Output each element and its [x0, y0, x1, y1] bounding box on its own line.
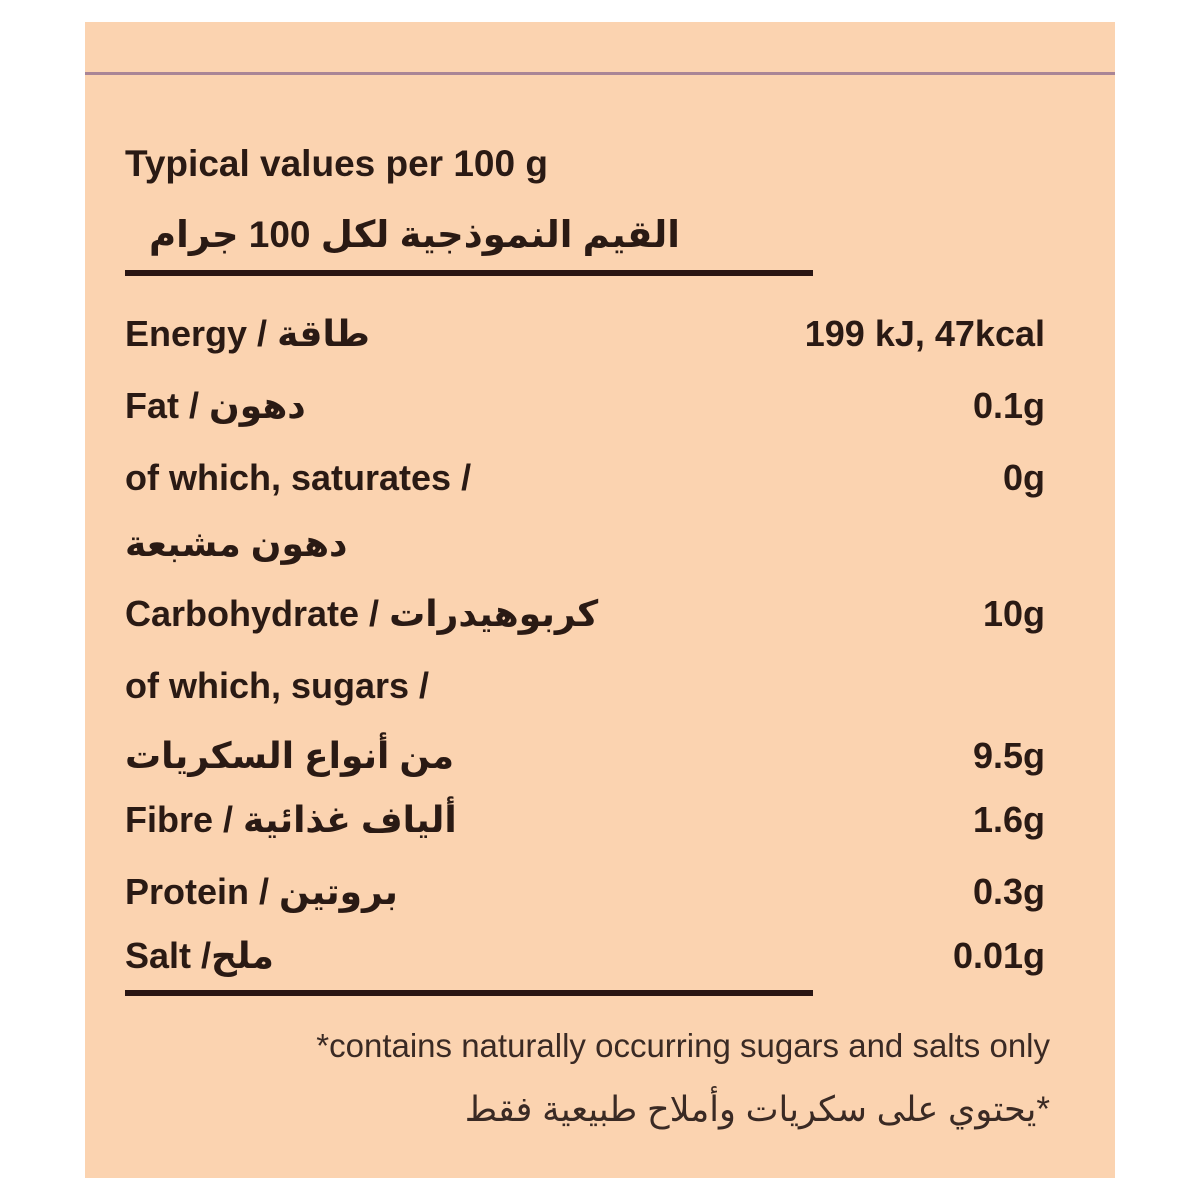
label-arabic: ألياف غذائية: [243, 799, 457, 840]
nutrient-row-protein: [125, 870, 1045, 914]
nutrient-value: 9.5g: [972, 735, 1045, 776]
nutrient-label: [125, 384, 306, 428]
nutrient-label: [125, 934, 274, 978]
label-arabic: دهون مشبعة: [125, 523, 348, 564]
label-arabic: دهون: [209, 385, 306, 426]
nutrient-row-fat: [125, 384, 1045, 428]
nutrient-label-arabic-saturates: [125, 522, 348, 566]
nutrient-label: [125, 312, 370, 356]
label-english: Protein /: [125, 871, 270, 912]
nutrient-label-arabic: [125, 734, 454, 778]
label-arabic: طاقة: [277, 313, 370, 354]
label-english: Fibre /: [125, 799, 234, 840]
footer-divider: [125, 990, 813, 996]
nutrient-label-english-sugars: of which, sugars /: [125, 665, 430, 706]
label-arabic: ملح: [211, 935, 274, 976]
label-english: Carbohydrate /: [125, 593, 380, 634]
nutrient-label: [125, 798, 457, 842]
label-english: Salt /: [125, 935, 212, 976]
nutrient-row-sugars: [125, 734, 1045, 778]
label-arabic: بروتين: [279, 871, 398, 912]
nutrient-value: 0.1g: [972, 385, 1045, 426]
nutrient-row-energy: [125, 312, 1045, 356]
heading-english: Typical values per 100 g: [125, 143, 548, 184]
heading-arabic: القيم النموذجية لكل 100 جرام: [149, 214, 680, 255]
nutrient-value: 0g: [1002, 457, 1045, 498]
nutrient-row-fibre: [125, 798, 1045, 842]
nutrient-value: 199 kJ, 47kcal: [804, 313, 1045, 354]
nutrient-row-carbohydrate: [125, 592, 1045, 636]
nutrient-value: 0.3g: [972, 871, 1045, 912]
nutrient-label-english: of which, saturates /: [125, 457, 472, 498]
nutrient-row-saturates: [125, 456, 1045, 500]
nutrient-value: 1.6g: [972, 799, 1045, 840]
top-divider: [85, 72, 1115, 75]
footnote-english: *contains naturally occurring sugars and salts only: [316, 1027, 1050, 1064]
nutrient-value: 0.01g: [952, 935, 1045, 976]
label-english: Energy /: [125, 313, 268, 354]
label-english: Fat /: [125, 385, 200, 426]
header-divider: [125, 270, 813, 276]
nutrient-value: 10g: [982, 593, 1045, 634]
nutrient-row-salt: [125, 934, 1045, 978]
nutrient-label: [125, 870, 398, 914]
footnote-arabic: *يحتوي على سكريات وأملاح طبيعية فقط: [464, 1090, 1050, 1129]
label-arabic: من أنواع السكريات: [125, 735, 455, 776]
nutrition-label-panel: [85, 22, 1115, 1178]
nutrient-label: [125, 592, 598, 636]
label-arabic: كربوهيدرات: [389, 593, 599, 634]
